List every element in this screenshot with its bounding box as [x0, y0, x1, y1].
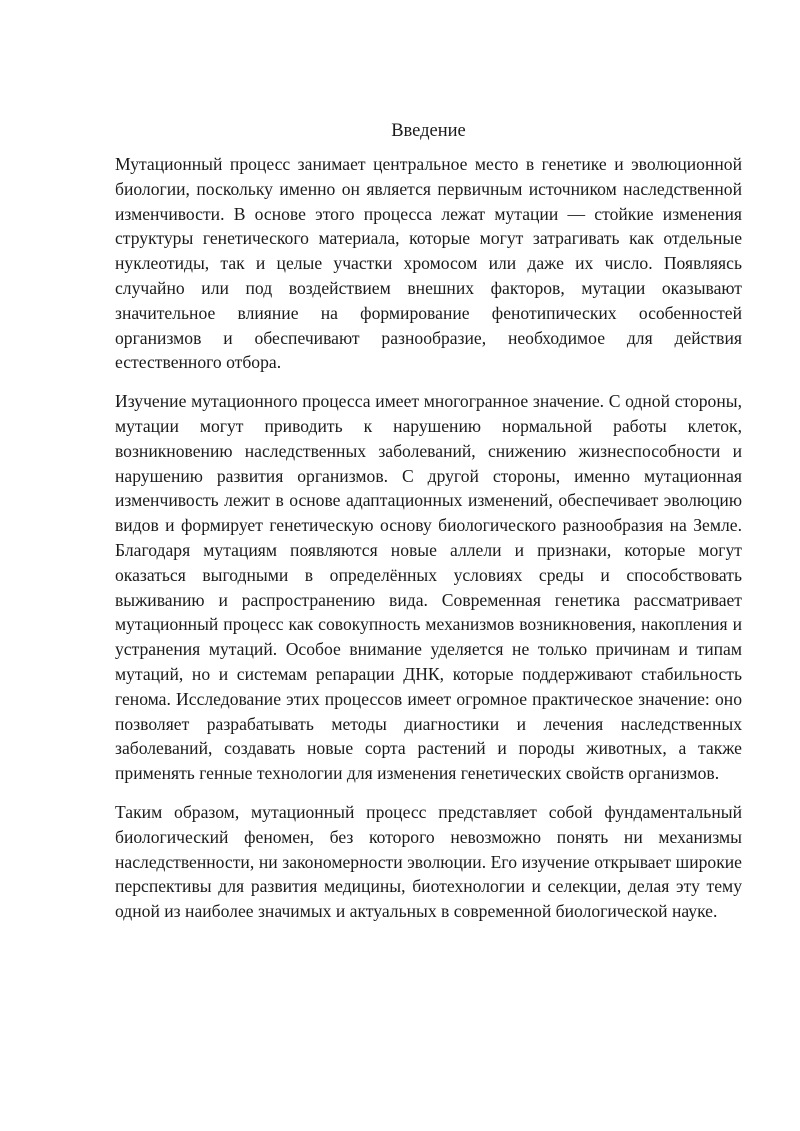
- page-title: Введение: [391, 121, 466, 141]
- paragraph-3: Таким образом, мутационный процесс представляет собой фундаментальный биологический феномен, без которого невозможно понять ни механизмы наследственности, ни закономерности эволюции. Его изучение открывает широкие перспективы для развития медицины, биотехнологии и селекции, делая эту тему одной из наиболее значимых и актуальных в современной биологической науке.: [115, 801, 742, 922]
- document-body: [115, 118, 742, 938]
- paragraph-2: Изучение мутационного процесса имеет многогранное значение. С одной стороны, мутации могут приводить к нарушению нормальной работы клеток, возникновению наследственных заболеваний, снижению жизнеспособности и нарушению развития организмов. С другой стороны, именно мутационная изменчивость лежит в основе адаптационных изменений, обеспечивает эволюцию видов и формирует генетическую основу биологического разнообразия на Земле. Благодаря мутациям появляются новые аллели и признаки, которые могут оказаться выгодными в определённых условиях среды и способствовать выживанию и распространению вида. Современная генетика рассматривает мутационный процесс как совокупность механизмов возникновения, накопления и устранения мутаций. Особое внимание уделяется не только причинам и типам мутаций, но и системам репарации ДНК, которые поддерживают стабильность генома. Исследование этих процессов имеет огромное практическое значение: оно позволяет разрабатывать методы диагностики и лечения наследственных заболеваний, создавать новые сорта растений и породы животных, а также применять генные технологии для изменения генетических свойств организмов.: [115, 391, 742, 784]
- paragraph-1: Мутационный процесс занимает центральное место в генетике и эволюционной биологии, поскольку именно он является первичным источником наследственной изменчивости. В основе этого процесса лежат мутации — стойкие изменения структуры генетического материала, которые могут затрагивать как отдельные нуклеотиды, так и целые участки хромосом или даже их число. Появляясь случайно или под воздействием внешних факторов, мутации оказывают значительное влияние на формирование фенотипических особенностей организмов и обеспечивают разнообразие, необходимое для действия естественного отбора.: [115, 154, 742, 373]
